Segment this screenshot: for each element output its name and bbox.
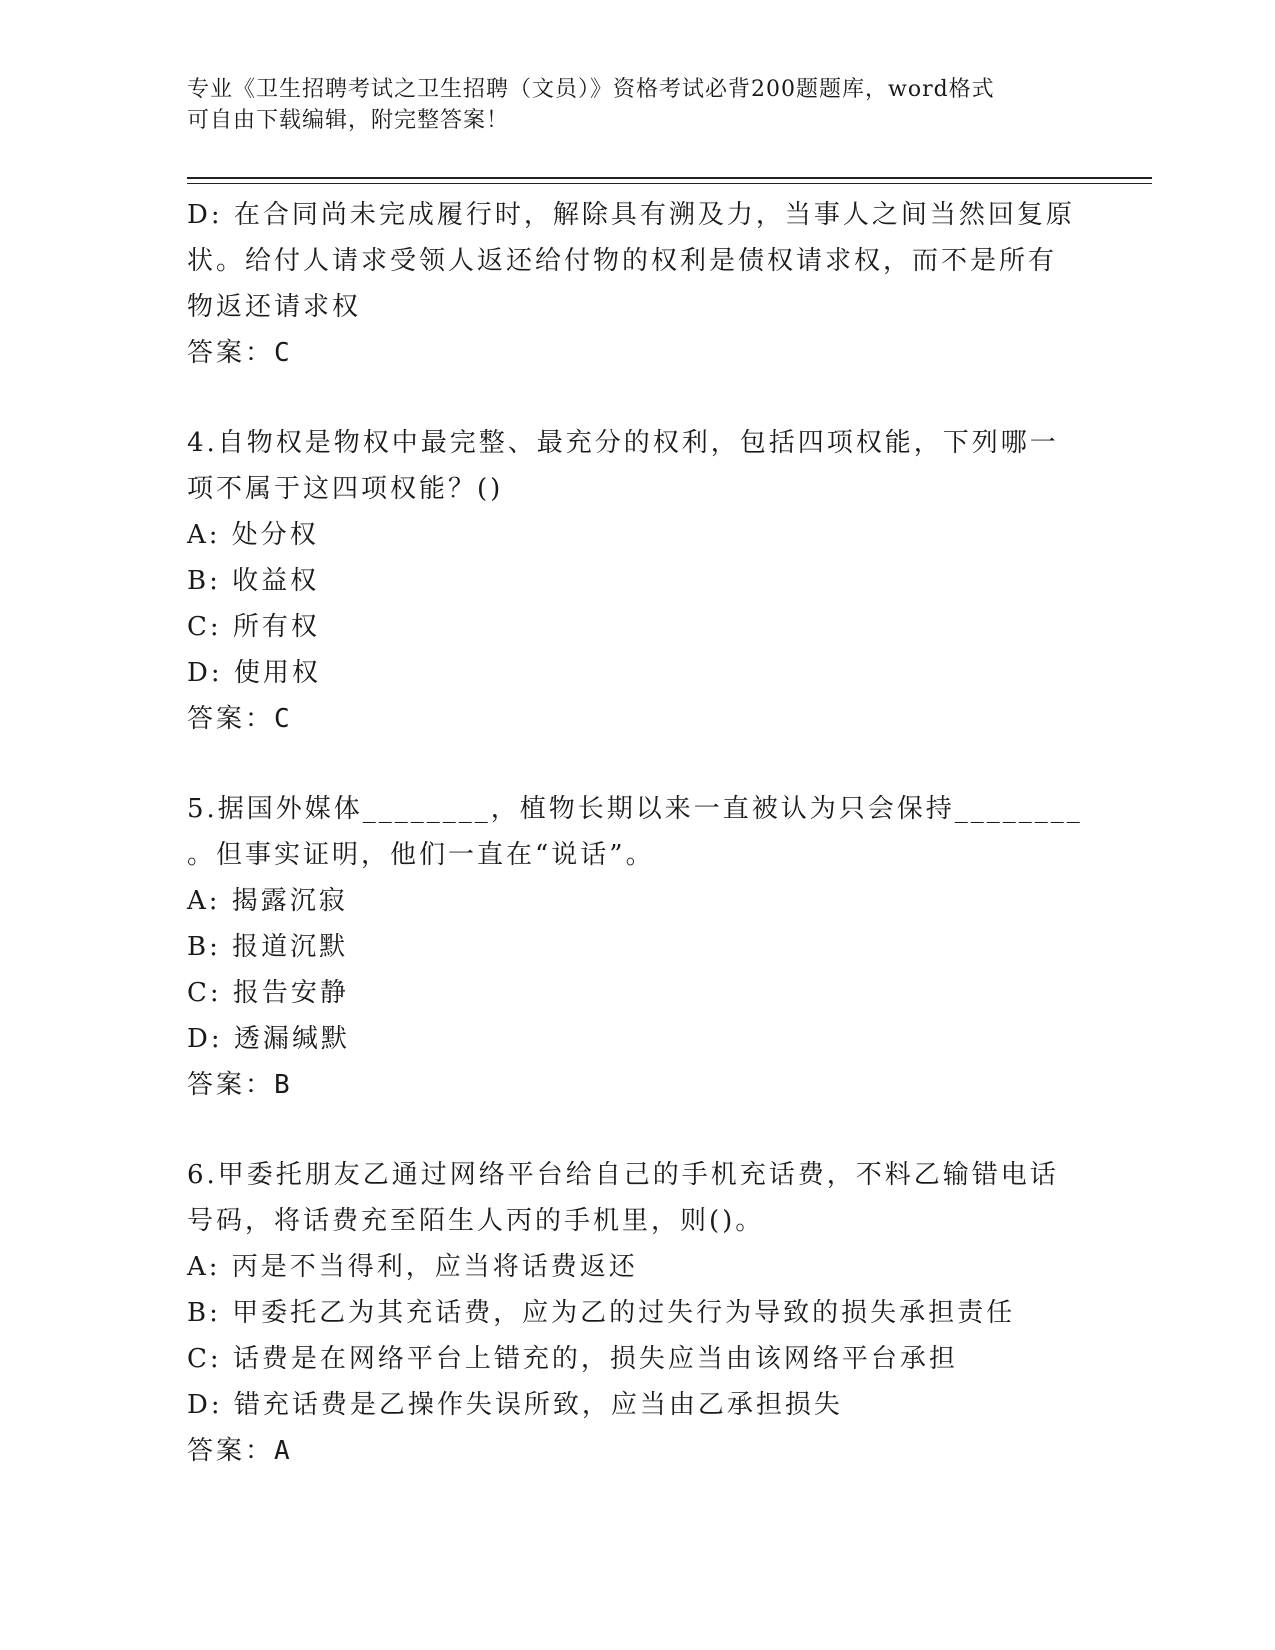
- answer-label: 答案：: [187, 704, 275, 734]
- option-text: 状。给付人请求受领人返还给付物的权利是债权请求权，而不是所有: [187, 246, 1058, 276]
- option-c: C: 话费是在网络平台上错充的，损失应当由该网络平台承担: [187, 1344, 958, 1374]
- question-stem: 项不属于这四项权能？(): [187, 474, 504, 504]
- option-b: B: 甲委托乙为其充话费，应为乙的过失行为导致的损失承担责任: [187, 1298, 1016, 1328]
- answer-label: 答案：: [187, 1436, 275, 1466]
- answer-line: [187, 1062, 1087, 1108]
- option-b: B: 报道沉默: [187, 932, 349, 962]
- question-block-6: [187, 1152, 1087, 1474]
- answer-value: B: [274, 1070, 293, 1100]
- answer-line: [187, 330, 1087, 376]
- option-b: B: 收益权: [187, 566, 320, 596]
- option-d: D: 使用权: [187, 658, 321, 688]
- question-block-3-tail: [187, 192, 1087, 376]
- header-divider-thin: [187, 183, 1152, 184]
- question-block-4: [187, 420, 1087, 742]
- question-stem: 号码，将话费充至陌生人丙的手机里，则()。: [187, 1206, 765, 1236]
- question-stem: 4.自物权是物权中最完整、最充分的权利，包括四项权能，下列哪一: [187, 428, 1059, 458]
- answer-label: 答案：: [187, 338, 275, 368]
- answer-value: A: [274, 1436, 293, 1466]
- option-d: D: 透漏缄默: [187, 1024, 350, 1054]
- answer-label: 答案：: [187, 1070, 275, 1100]
- option-a: A: 丙是不当得利，应当将话费返还: [187, 1252, 638, 1282]
- question-block-5: [187, 786, 1087, 1108]
- question-stem: 6.甲委托朋友乙通过网络平台给自己的手机充话费，不料乙输错电话: [187, 1160, 1059, 1190]
- answer-value: C: [274, 704, 293, 734]
- question-content: [187, 192, 1087, 1474]
- option-c: C: 报告安静: [187, 978, 349, 1008]
- option-a: A: 处分权: [187, 520, 319, 550]
- header-divider-thick: [187, 177, 1152, 179]
- answer-line: [187, 1428, 1087, 1474]
- header-line-1: 专业《卫生招聘考试之卫生招聘（文员）》资格考试必背200题题库，word格式: [187, 77, 995, 102]
- option-d: D: 错充话费是乙操作失误所致，应当由乙承担损失: [187, 1390, 843, 1420]
- option-text: D: 在合同尚未完成履行时，解除具有溯及力，当事人之间当然回复原: [187, 200, 1075, 230]
- answer-value: C: [274, 338, 293, 368]
- option-c: C: 所有权: [187, 612, 320, 642]
- option-a: A: 揭露沉寂: [187, 886, 348, 916]
- document-header: [187, 74, 1087, 136]
- question-stem: 。但事实证明，他们一直在“说话”。: [187, 840, 655, 870]
- header-line-2: 可自由下载编辑，附完整答案！: [187, 108, 510, 133]
- option-text: 物返还请求权: [187, 292, 362, 322]
- question-stem: 5.据国外媒体________，植物长期以来一直被认为只会保持________: [187, 794, 1083, 824]
- answer-line: [187, 696, 1087, 742]
